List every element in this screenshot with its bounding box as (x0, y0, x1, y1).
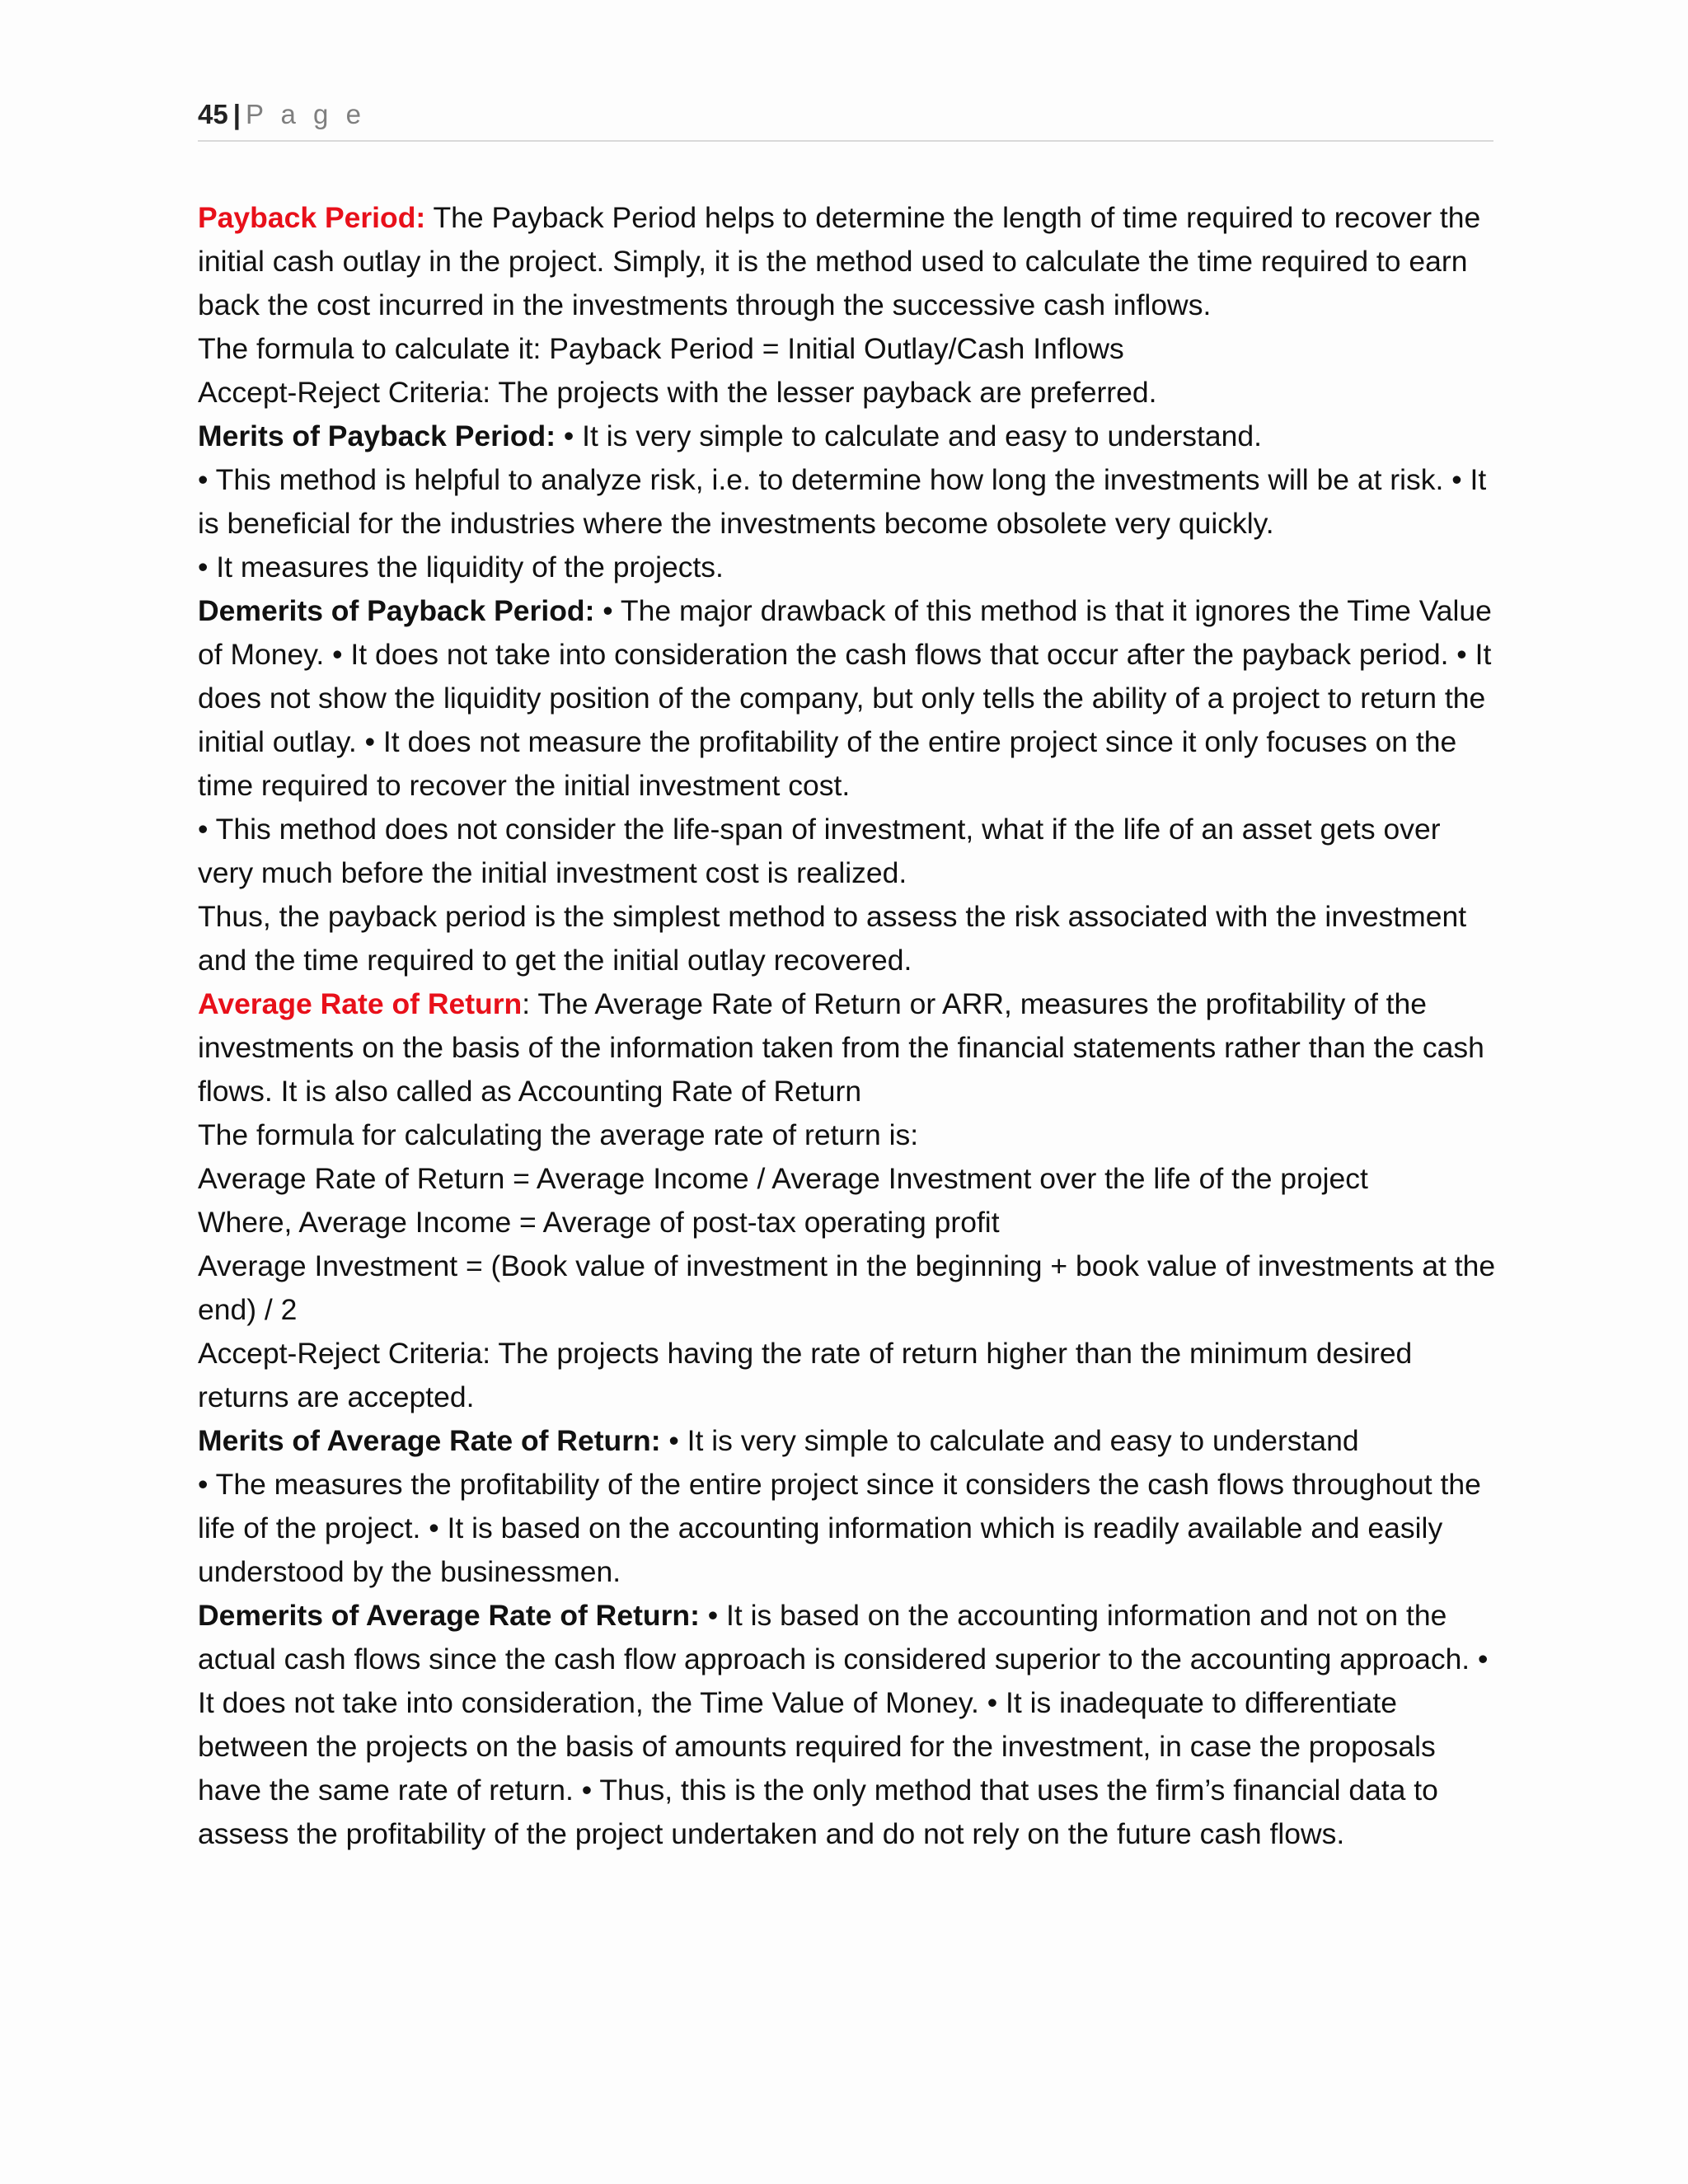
payback-formula: The formula to calculate it: Payback Period = Initial Outlay/Cash Inflows (198, 332, 1124, 365)
page-number: 45 (198, 99, 228, 129)
payback-demerits-paragraph (198, 589, 1500, 808)
arr-intro-paragraph (198, 982, 1500, 1113)
payback-merits-paragraph (198, 415, 1500, 458)
arr-criteria: Accept-Reject Criteria: The projects having the rate of return higher than the minimum desired returns are accepted. (198, 1337, 1413, 1413)
arr-demerits-label: Demerits of Average Rate of Return: (198, 1599, 700, 1632)
arr-avg-investment: Average Investment = (Book value of investment in the beginning + book value of investments at the end) / 2 (198, 1249, 1496, 1326)
payback-demerits-1: • The major drawback of this method is that it ignores the Time Value of Money. • It does not take into consideration the cash flows that occur after the payback period. • It does not show the liquidity position of the company, but only tells the ability of a project to return the initial outlay. • It does not measure the profitability of the entire project since it only focuses on the time required to recover the initial investment cost. (198, 594, 1492, 802)
arr-heading: Average Rate of Return (198, 987, 523, 1020)
arr-formula: Average Rate of Return = Average Income / Average Investment over the life of the project (198, 1162, 1368, 1195)
page-header (198, 99, 1493, 142)
arr-intro: : The Average Rate of Return or ARR, measures the profitability of the investments on the basis of the information taken from the financial statements rather than the cash flows. It is also called as Accounting Rate of Return (198, 987, 1484, 1108)
payback-merits-1: • It is very simple to calculate and easy to understand. (556, 419, 1263, 452)
arr-merits-paragraph (198, 1419, 1500, 1463)
payback-demerits-label: Demerits of Payback Period: (198, 594, 595, 627)
payback-conclusion: Thus, the payback period is the simplest method to assess the risk associated with the investment and the time required to get the initial outlay recovered. (198, 900, 1467, 977)
payback-intro: The Payback Period helps to determine the length of time required to recover the initial cash outlay in the project. Simply, it is the method used to calculate the time required to earn back the cost incurred in the investments through the successive cash inflows. (198, 201, 1481, 321)
arr-merits-1: • It is very simple to calculate and easy to understand (660, 1424, 1359, 1457)
payback-criteria: Accept-Reject Criteria: The projects with the lesser payback are preferred. (198, 376, 1157, 409)
payback-intro-paragraph (198, 196, 1500, 327)
payback-merits-3: • It measures the liquidity of the projects. (198, 551, 724, 583)
arr-where: Where, Average Income = Average of post-tax operating profit (198, 1206, 1000, 1239)
payback-demerits-2: • This method does not consider the life-span of investment, what if the life of an asset gets over very much before the initial investment cost is realized. (198, 813, 1441, 889)
payback-merits-label: Merits of Payback Period: (198, 419, 556, 452)
header-separator: | (232, 99, 241, 129)
arr-merits-2: • The measures the profitability of the entire project since it considers the cash flows throughout the life of the project. • It is based on the accounting information which is readily available and easily understood by the businessmen. (198, 1468, 1481, 1588)
page-label: P a g e (245, 99, 366, 129)
payback-merits-2: • This method is helpful to analyze risk, i.e. to determine how long the investments will be at risk. • It is beneficial for the industries where the investments become obsolete very quickly. (198, 463, 1487, 540)
arr-merits-label: Merits of Average Rate of Return: (198, 1424, 661, 1457)
arr-demerits-paragraph (198, 1594, 1500, 1856)
payback-heading: Payback Period: (198, 201, 426, 234)
page-body (198, 196, 1500, 1856)
arr-formula-intro: The formula for calculating the average rate of return is: (198, 1118, 919, 1151)
arr-demerits-1: • It is based on the accounting information and not on the actual cash flows since the cash flow approach is considered superior to the accounting approach. • It does not take into consideration, the Time Value of Money. • It is inadequate to differentiate between the projects on the basis of amounts required for the investment, in case the proposals have the same rate of return. • Thus, this is the only method that uses the firm’s financial data to assess the profitability of the project undertaken and do not rely on the future cash flows. (198, 1599, 1489, 1850)
